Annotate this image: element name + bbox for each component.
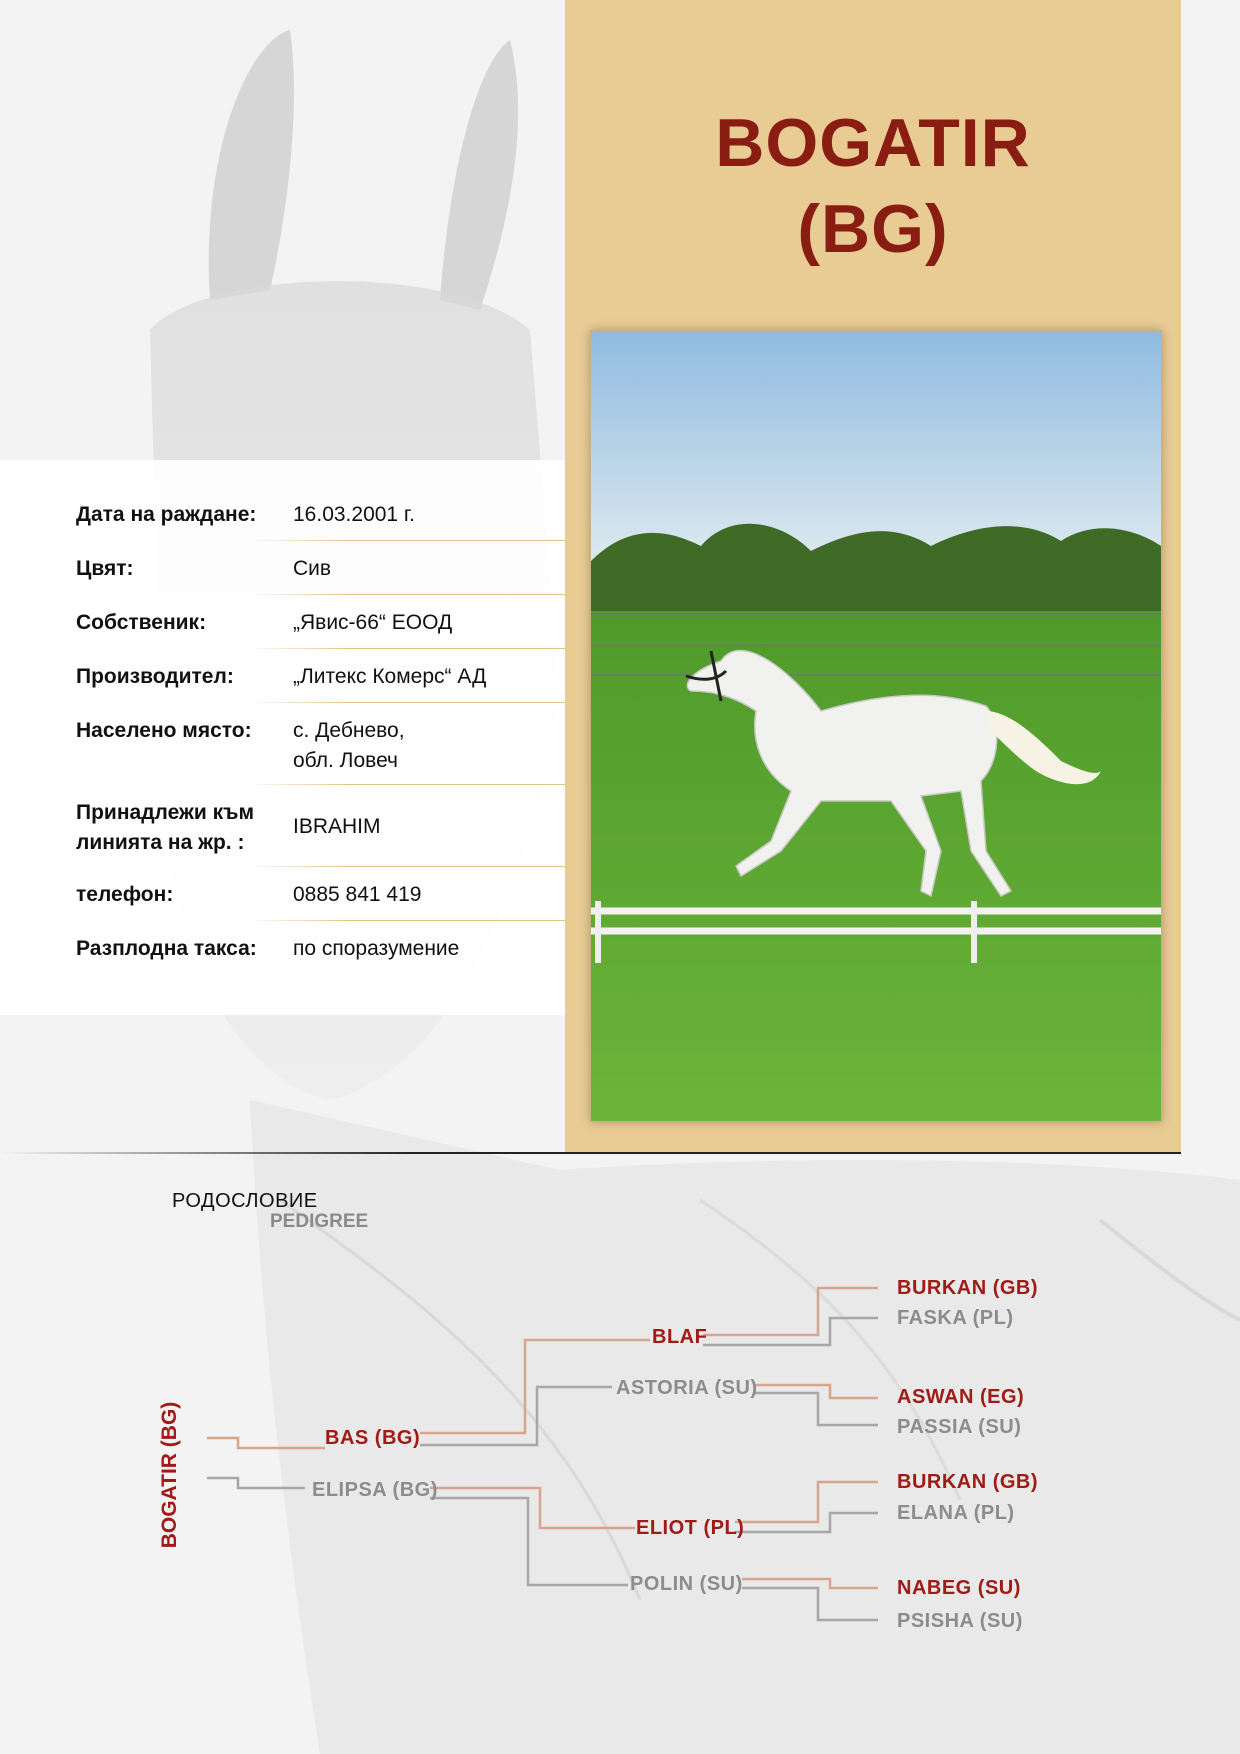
info-value: IBRAHIM (293, 815, 381, 838)
info-value: 16.03.2001 г. (293, 503, 415, 526)
info-label: Цвят: (76, 557, 134, 580)
pedigree-title: РОДОСЛОВИЕ (172, 1190, 318, 1212)
horse-photo (590, 330, 1162, 1122)
pedigree-g3-item: ASWAN (EG) (897, 1386, 1025, 1408)
info-value: „Литекс Комерс“ АД (293, 665, 487, 688)
info-value: 0885 841 419 (293, 883, 422, 906)
horse-name: BOGATIR (715, 105, 1031, 181)
row-divider (255, 594, 565, 595)
info-label: Разплодна такса: (76, 937, 257, 960)
info-label: Населено място: (76, 719, 252, 742)
pedigree-heading (172, 1190, 368, 1233)
info-label: телефон: (76, 883, 174, 906)
pedigree-sire-dam: ASTORIA (SU) (616, 1377, 758, 1399)
pedigree-sire: BAS (BG) (325, 1427, 421, 1449)
info-label: Собственик: (76, 611, 207, 634)
info-label: Производител: (76, 665, 234, 688)
pedigree-g3-item: PSISHA (SU) (897, 1610, 1023, 1632)
horse-country: (BG) (797, 191, 949, 267)
row-divider (255, 540, 565, 541)
pedigree-g3-item: ELANA (PL) (897, 1502, 1015, 1524)
pedigree-dam-dam: POLIN (SU) (630, 1573, 743, 1595)
horse-title (565, 100, 1181, 272)
pedigree-root: BOGATIR (BG) (158, 1401, 181, 1549)
pedigree-g3-item: NABEG (SU) (897, 1577, 1021, 1599)
row-divider (255, 784, 565, 785)
info-value: по споразумение (293, 937, 460, 960)
info-label: Дата на раждане: (76, 503, 257, 526)
info-value: „Явис-66“ ЕООД (293, 611, 453, 634)
row-divider (255, 648, 565, 649)
pedigree-subtitle: PEDIGREE (270, 1211, 369, 1232)
pedigree-g3-item: PASSIA (SU) (897, 1416, 1022, 1438)
info-value: с. Дебнево, обл. Ловеч (293, 719, 405, 772)
row-divider (255, 866, 565, 867)
section-divider (0, 1152, 1181, 1154)
pedigree-dam-sire: ELIOT (PL) (636, 1517, 745, 1539)
pedigree-sire-sire: BLAF (652, 1326, 708, 1348)
pedigree-g3-item: BURKAN (GB) (897, 1471, 1039, 1493)
pedigree-g3-item: FASKA (PL) (897, 1307, 1014, 1329)
info-label: Принадлежи към линията на жр. : (76, 801, 254, 854)
info-value: Сив (293, 557, 332, 580)
pedigree-g3-item: BURKAN (GB) (897, 1277, 1039, 1299)
row-divider (255, 920, 565, 921)
pedigree-dam: ELIPSA (BG) (312, 1479, 438, 1501)
row-divider (255, 702, 565, 703)
